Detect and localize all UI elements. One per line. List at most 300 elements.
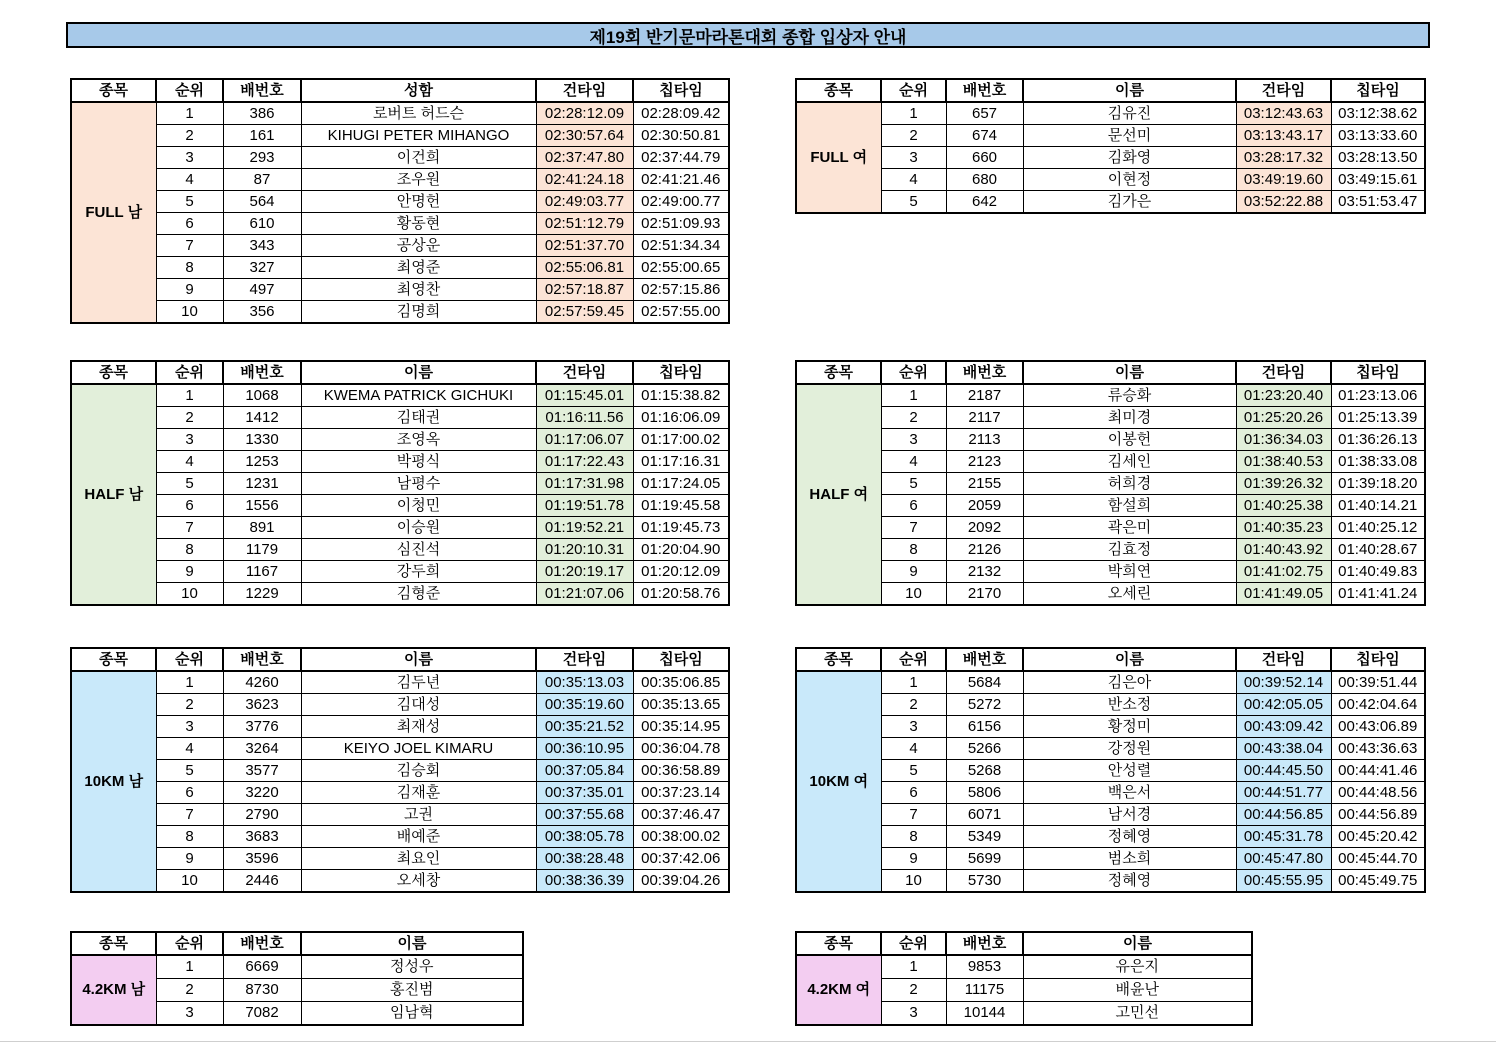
name-cell: 백은서 xyxy=(1023,782,1236,804)
rank-cell: 1 xyxy=(156,671,223,694)
gun-time-cell: 01:36:34.03 xyxy=(1236,429,1331,451)
chip-time-cell: 03:13:33.60 xyxy=(1331,125,1425,147)
gun-time-cell: 01:15:45.01 xyxy=(536,384,633,407)
bib-cell: 11175 xyxy=(946,979,1023,1002)
table-row xyxy=(71,694,729,716)
name-cell: 문선미 xyxy=(1023,125,1236,147)
bib-cell: 3596 xyxy=(223,848,301,870)
chip-time-cell: 00:45:20.42 xyxy=(1331,826,1425,848)
bib-cell: 293 xyxy=(223,147,301,169)
chip-time-cell: 00:39:04.26 xyxy=(633,870,729,893)
name-cell: 심진석 xyxy=(301,539,536,561)
rank-cell: 2 xyxy=(156,979,223,1002)
name-cell: 김재훈 xyxy=(301,782,536,804)
gun-time-cell: 01:41:49.05 xyxy=(1236,583,1331,606)
chip-time-cell: 01:23:13.06 xyxy=(1331,384,1425,407)
bib-cell: 6669 xyxy=(223,955,301,979)
table-row xyxy=(796,671,1425,694)
table-row xyxy=(71,301,729,324)
rank-cell: 3 xyxy=(156,429,223,451)
bib-cell: 3776 xyxy=(223,716,301,738)
name-cell: 김두년 xyxy=(301,671,536,694)
name-cell: KIHUGI PETER MIHANGO xyxy=(301,125,536,147)
name-cell: 남서경 xyxy=(1023,804,1236,826)
bib-cell: 5349 xyxy=(946,826,1023,848)
bib-cell: 2126 xyxy=(946,539,1023,561)
chip-time-cell: 00:35:13.65 xyxy=(633,694,729,716)
name-cell: KWEMA PATRICK GICHUKI xyxy=(301,384,536,407)
rank-cell: 3 xyxy=(881,716,946,738)
name-cell: 남평수 xyxy=(301,473,536,495)
name-cell: 안성렬 xyxy=(1023,760,1236,782)
gun-time-cell: 00:38:36.39 xyxy=(536,870,633,893)
name-cell: 김대성 xyxy=(301,694,536,716)
name-cell: 정성우 xyxy=(301,955,523,979)
chip-time-cell: 00:37:42.06 xyxy=(633,848,729,870)
column-header-rank: 순위 xyxy=(156,361,223,384)
rank-cell: 5 xyxy=(881,191,946,214)
name-cell: 반소정 xyxy=(1023,694,1236,716)
column-header-gun: 건타임 xyxy=(536,648,633,671)
rank-cell: 8 xyxy=(156,539,223,561)
column-header-rank: 순위 xyxy=(156,648,223,671)
bib-cell: 1179 xyxy=(223,539,301,561)
gun-time-cell: 01:21:07.06 xyxy=(536,583,633,606)
table-row xyxy=(71,870,729,893)
name-cell: 함설희 xyxy=(1023,495,1236,517)
column-header-rank: 순위 xyxy=(881,932,946,955)
chip-time-cell: 00:43:36.63 xyxy=(1331,738,1425,760)
bib-cell: 1167 xyxy=(223,561,301,583)
gun-time-cell: 00:45:47.80 xyxy=(1236,848,1331,870)
column-header-gun: 건타임 xyxy=(1236,648,1331,671)
gun-time-cell: 01:19:52.21 xyxy=(536,517,633,539)
bib-cell: 1231 xyxy=(223,473,301,495)
bib-cell: 2170 xyxy=(946,583,1023,606)
gun-time-cell: 00:44:56.85 xyxy=(1236,804,1331,826)
gun-time-cell: 01:38:40.53 xyxy=(1236,451,1331,473)
chip-time-cell: 01:40:49.83 xyxy=(1331,561,1425,583)
header-row xyxy=(796,361,1425,384)
header-row xyxy=(71,932,523,955)
bib-cell: 642 xyxy=(946,191,1023,214)
gun-time-cell: 00:44:45.50 xyxy=(1236,760,1331,782)
gun-time-cell: 03:13:43.17 xyxy=(1236,125,1331,147)
bib-cell: 2117 xyxy=(946,407,1023,429)
rank-cell: 5 xyxy=(881,760,946,782)
rank-cell: 2 xyxy=(881,694,946,716)
gun-time-cell: 00:35:21.52 xyxy=(536,716,633,738)
chip-time-cell: 03:12:38.62 xyxy=(1331,102,1425,125)
column-header-rank: 순위 xyxy=(881,79,946,102)
bib-cell: 2132 xyxy=(946,561,1023,583)
table-row xyxy=(71,102,729,125)
gun-time-cell: 03:49:19.60 xyxy=(1236,169,1331,191)
rank-cell: 3 xyxy=(881,1002,946,1026)
column-header-name: 이름 xyxy=(1023,79,1236,102)
name-cell: 오세창 xyxy=(301,870,536,893)
gun-time-cell: 01:16:11.56 xyxy=(536,407,633,429)
column-header-event: 종목 xyxy=(796,648,881,671)
table-row xyxy=(796,782,1425,804)
name-cell: 강두희 xyxy=(301,561,536,583)
table-row xyxy=(71,583,729,606)
bib-cell: 2092 xyxy=(946,517,1023,539)
table-row xyxy=(71,147,729,169)
bib-cell: 4260 xyxy=(223,671,301,694)
header-row xyxy=(796,79,1425,102)
gun-time-cell: 01:17:31.98 xyxy=(536,473,633,495)
column-header-bib: 배번호 xyxy=(223,361,301,384)
column-header-bib: 배번호 xyxy=(223,79,301,102)
name-cell: 황동현 xyxy=(301,213,536,235)
gun-time-cell: 01:23:20.40 xyxy=(1236,384,1331,407)
gun-time-cell: 00:36:10.95 xyxy=(536,738,633,760)
name-cell: 최영찬 xyxy=(301,279,536,301)
gun-time-cell: 01:41:02.75 xyxy=(1236,561,1331,583)
table-row xyxy=(71,473,729,495)
rank-cell: 3 xyxy=(156,1002,223,1026)
gun-time-cell: 00:35:19.60 xyxy=(536,694,633,716)
gun-time-cell: 02:41:24.18 xyxy=(536,169,633,191)
chip-time-cell: 02:49:00.77 xyxy=(633,191,729,213)
gun-time-cell: 00:43:38.04 xyxy=(1236,738,1331,760)
rank-cell: 2 xyxy=(156,407,223,429)
rank-cell: 2 xyxy=(881,979,946,1002)
name-cell: 정혜영 xyxy=(1023,870,1236,893)
rank-cell: 5 xyxy=(156,760,223,782)
bib-cell: 5266 xyxy=(946,738,1023,760)
name-cell: 이현정 xyxy=(1023,169,1236,191)
rank-cell: 7 xyxy=(881,517,946,539)
column-header-rank: 순위 xyxy=(881,648,946,671)
table-row xyxy=(796,451,1425,473)
table-row xyxy=(796,694,1425,716)
name-cell: KEIYO JOEL KIMARU xyxy=(301,738,536,760)
name-cell: 배윤난 xyxy=(1023,979,1252,1002)
column-header-chip: 칩타임 xyxy=(1331,79,1425,102)
name-cell: 조영옥 xyxy=(301,429,536,451)
page-bottom-divider xyxy=(0,1041,1496,1042)
chip-time-cell: 01:20:58.76 xyxy=(633,583,729,606)
gun-time-cell: 00:44:51.77 xyxy=(1236,782,1331,804)
gun-time-cell: 01:20:10.31 xyxy=(536,539,633,561)
column-header-gun: 건타임 xyxy=(536,361,633,384)
rank-cell: 9 xyxy=(881,848,946,870)
chip-time-cell: 01:15:38.82 xyxy=(633,384,729,407)
bib-cell: 3683 xyxy=(223,826,301,848)
bib-cell: 610 xyxy=(223,213,301,235)
table-10km-men xyxy=(70,647,730,893)
rank-cell: 1 xyxy=(156,102,223,125)
event-cell: HALF 남 xyxy=(71,384,156,605)
bib-cell: 356 xyxy=(223,301,301,324)
column-header-chip: 칩타임 xyxy=(1331,361,1425,384)
table-row xyxy=(71,125,729,147)
table-row xyxy=(71,384,729,407)
table-row xyxy=(796,848,1425,870)
column-header-name: 이름 xyxy=(301,648,536,671)
rank-cell: 3 xyxy=(881,429,946,451)
chip-time-cell: 00:45:49.75 xyxy=(1331,870,1425,893)
chip-time-cell: 01:20:04.90 xyxy=(633,539,729,561)
bib-cell: 2123 xyxy=(946,451,1023,473)
table-row xyxy=(71,213,729,235)
chip-time-cell: 01:25:13.39 xyxy=(1331,407,1425,429)
event-cell: 10KM 남 xyxy=(71,671,156,892)
event-cell: FULL 남 xyxy=(71,102,156,323)
bib-cell: 1229 xyxy=(223,583,301,606)
rank-cell: 6 xyxy=(156,782,223,804)
rank-cell: 4 xyxy=(881,738,946,760)
chip-time-cell: 02:57:55.00 xyxy=(633,301,729,324)
bib-cell: 5806 xyxy=(946,782,1023,804)
name-cell: 정혜영 xyxy=(1023,826,1236,848)
gun-time-cell: 00:38:05.78 xyxy=(536,826,633,848)
rank-cell: 8 xyxy=(156,826,223,848)
name-cell: 홍진범 xyxy=(301,979,523,1002)
chip-time-cell: 02:41:21.46 xyxy=(633,169,729,191)
table-row xyxy=(71,539,729,561)
gun-time-cell: 01:17:22.43 xyxy=(536,451,633,473)
gun-time-cell: 02:30:57.64 xyxy=(536,125,633,147)
chip-time-cell: 01:38:33.08 xyxy=(1331,451,1425,473)
column-header-name: 이름 xyxy=(1023,932,1252,955)
table-row xyxy=(796,583,1425,606)
rank-cell: 10 xyxy=(156,301,223,324)
column-header-chip: 칩타임 xyxy=(1331,648,1425,671)
bib-cell: 3264 xyxy=(223,738,301,760)
bib-cell: 2790 xyxy=(223,804,301,826)
table-row xyxy=(796,716,1425,738)
name-cell: 김태권 xyxy=(301,407,536,429)
gun-time-cell: 00:39:52.14 xyxy=(1236,671,1331,694)
rank-cell: 8 xyxy=(881,539,946,561)
chip-time-cell: 00:42:04.64 xyxy=(1331,694,1425,716)
bib-cell: 5730 xyxy=(946,870,1023,893)
table-row xyxy=(71,407,729,429)
name-cell: 로버트 허드슨 xyxy=(301,102,536,125)
header-row xyxy=(796,932,1252,955)
gun-time-cell: 02:57:18.87 xyxy=(536,279,633,301)
bib-cell: 9853 xyxy=(946,955,1023,979)
table-row xyxy=(71,671,729,694)
name-cell: 고권 xyxy=(301,804,536,826)
gun-time-cell: 00:37:05.84 xyxy=(536,760,633,782)
chip-time-cell: 00:35:06.85 xyxy=(633,671,729,694)
column-header-bib: 배번호 xyxy=(946,932,1023,955)
column-header-rank: 순위 xyxy=(881,361,946,384)
table-row xyxy=(796,191,1425,214)
column-header-rank: 순위 xyxy=(156,79,223,102)
table-row xyxy=(71,235,729,257)
name-cell: 박희연 xyxy=(1023,561,1236,583)
chip-time-cell: 00:44:48.56 xyxy=(1331,782,1425,804)
name-cell: 김효정 xyxy=(1023,539,1236,561)
event-cell: HALF 여 xyxy=(796,384,881,605)
name-cell: 김명희 xyxy=(301,301,536,324)
rank-cell: 2 xyxy=(156,694,223,716)
chip-time-cell: 00:37:23.14 xyxy=(633,782,729,804)
name-cell: 허희경 xyxy=(1023,473,1236,495)
name-cell: 김형준 xyxy=(301,583,536,606)
bib-cell: 10144 xyxy=(946,1002,1023,1026)
event-cell: 4.2KM 여 xyxy=(796,955,881,1025)
rank-cell: 1 xyxy=(156,384,223,407)
gun-time-cell: 01:20:19.17 xyxy=(536,561,633,583)
bib-cell: 8730 xyxy=(223,979,301,1002)
rank-cell: 7 xyxy=(156,517,223,539)
gun-time-cell: 01:39:26.32 xyxy=(1236,473,1331,495)
bib-cell: 1412 xyxy=(223,407,301,429)
chip-time-cell: 01:19:45.58 xyxy=(633,495,729,517)
chip-time-cell: 00:36:04.78 xyxy=(633,738,729,760)
name-cell: 안명헌 xyxy=(301,191,536,213)
table-row xyxy=(796,495,1425,517)
bib-cell: 5699 xyxy=(946,848,1023,870)
column-header-bib: 배번호 xyxy=(946,648,1023,671)
table-full-women xyxy=(795,78,1426,214)
column-header-name: 이름 xyxy=(1023,648,1236,671)
rank-cell: 2 xyxy=(156,125,223,147)
table-row xyxy=(796,407,1425,429)
table-row xyxy=(71,561,729,583)
rank-cell: 10 xyxy=(881,870,946,893)
chip-time-cell: 01:36:26.13 xyxy=(1331,429,1425,451)
header-row xyxy=(796,648,1425,671)
column-header-bib: 배번호 xyxy=(223,648,301,671)
column-header-name: 이름 xyxy=(1023,361,1236,384)
table-row xyxy=(71,760,729,782)
gun-time-cell: 00:38:28.48 xyxy=(536,848,633,870)
bib-cell: 161 xyxy=(223,125,301,147)
chip-time-cell: 00:45:44.70 xyxy=(1331,848,1425,870)
rank-cell: 10 xyxy=(881,583,946,606)
bib-cell: 891 xyxy=(223,517,301,539)
event-cell: 10KM 여 xyxy=(796,671,881,892)
rank-cell: 7 xyxy=(881,804,946,826)
name-cell: 김화영 xyxy=(1023,147,1236,169)
column-header-name: 이름 xyxy=(301,361,536,384)
name-cell: 배예준 xyxy=(301,826,536,848)
rank-cell: 7 xyxy=(156,235,223,257)
rank-cell: 10 xyxy=(156,870,223,893)
chip-time-cell: 00:37:46.47 xyxy=(633,804,729,826)
table-row xyxy=(796,539,1425,561)
gun-time-cell: 00:43:09.42 xyxy=(1236,716,1331,738)
column-header-gun: 건타임 xyxy=(1236,79,1331,102)
bib-cell: 1556 xyxy=(223,495,301,517)
name-cell: 이봉헌 xyxy=(1023,429,1236,451)
rank-cell: 7 xyxy=(156,804,223,826)
table-row xyxy=(71,738,729,760)
name-cell: 최영준 xyxy=(301,257,536,279)
bib-cell: 680 xyxy=(946,169,1023,191)
name-cell: 공상운 xyxy=(301,235,536,257)
table-row xyxy=(71,955,523,979)
chip-time-cell: 01:40:25.12 xyxy=(1331,517,1425,539)
bib-cell: 2446 xyxy=(223,870,301,893)
rank-cell: 4 xyxy=(156,738,223,760)
table-row xyxy=(71,451,729,473)
name-cell: 김은아 xyxy=(1023,671,1236,694)
table-row xyxy=(71,804,729,826)
gun-time-cell: 03:28:17.32 xyxy=(1236,147,1331,169)
gun-time-cell: 00:42:05.05 xyxy=(1236,694,1331,716)
table-42km-women xyxy=(795,931,1253,1026)
gun-time-cell: 01:19:51.78 xyxy=(536,495,633,517)
chip-time-cell: 00:43:06.89 xyxy=(1331,716,1425,738)
name-cell: 고민선 xyxy=(1023,1002,1252,1026)
chip-time-cell: 03:28:13.50 xyxy=(1331,147,1425,169)
rank-cell: 9 xyxy=(156,848,223,870)
table-row xyxy=(71,716,729,738)
gun-time-cell: 00:45:55.95 xyxy=(1236,870,1331,893)
rank-cell: 6 xyxy=(156,213,223,235)
chip-time-cell: 00:44:41.46 xyxy=(1331,760,1425,782)
column-header-event: 종목 xyxy=(71,79,156,102)
table-row xyxy=(796,169,1425,191)
name-cell: 김가은 xyxy=(1023,191,1236,214)
table-row xyxy=(71,495,729,517)
chip-time-cell: 01:17:00.02 xyxy=(633,429,729,451)
gun-time-cell: 02:49:03.77 xyxy=(536,191,633,213)
name-cell: 유은지 xyxy=(1023,955,1252,979)
chip-time-cell: 02:51:09.93 xyxy=(633,213,729,235)
bib-cell: 2155 xyxy=(946,473,1023,495)
table-row xyxy=(71,169,729,191)
table-row xyxy=(796,738,1425,760)
bib-cell: 3220 xyxy=(223,782,301,804)
table-row xyxy=(796,384,1425,407)
bib-cell: 1330 xyxy=(223,429,301,451)
table-42km-men xyxy=(70,931,524,1026)
rank-cell: 6 xyxy=(156,495,223,517)
table-half-men xyxy=(70,360,730,606)
rank-cell: 9 xyxy=(156,279,223,301)
name-cell: 황정미 xyxy=(1023,716,1236,738)
gun-time-cell: 01:40:35.23 xyxy=(1236,517,1331,539)
gun-time-cell: 01:40:25.38 xyxy=(1236,495,1331,517)
name-cell: 범소희 xyxy=(1023,848,1236,870)
chip-time-cell: 01:19:45.73 xyxy=(633,517,729,539)
name-cell: 박평식 xyxy=(301,451,536,473)
chip-time-cell: 01:16:06.09 xyxy=(633,407,729,429)
column-header-chip: 칩타임 xyxy=(633,79,729,102)
rank-cell: 5 xyxy=(156,191,223,213)
rank-cell: 4 xyxy=(156,169,223,191)
chip-time-cell: 00:35:14.95 xyxy=(633,716,729,738)
bib-cell: 2187 xyxy=(946,384,1023,407)
bib-cell: 5272 xyxy=(946,694,1023,716)
chip-time-cell: 01:40:28.67 xyxy=(1331,539,1425,561)
chip-time-cell: 01:39:18.20 xyxy=(1331,473,1425,495)
bib-cell: 674 xyxy=(946,125,1023,147)
table-row xyxy=(796,517,1425,539)
chip-time-cell: 03:49:15.61 xyxy=(1331,169,1425,191)
name-cell: 조우원 xyxy=(301,169,536,191)
rank-cell: 2 xyxy=(881,125,946,147)
rank-cell: 5 xyxy=(881,473,946,495)
rank-cell: 8 xyxy=(156,257,223,279)
column-header-gun: 건타임 xyxy=(536,79,633,102)
chip-time-cell: 01:41:41.24 xyxy=(1331,583,1425,606)
chip-time-cell: 01:17:24.05 xyxy=(633,473,729,495)
table-row xyxy=(796,826,1425,848)
chip-time-cell: 01:20:12.09 xyxy=(633,561,729,583)
bib-cell: 327 xyxy=(223,257,301,279)
chip-time-cell: 02:30:50.81 xyxy=(633,125,729,147)
